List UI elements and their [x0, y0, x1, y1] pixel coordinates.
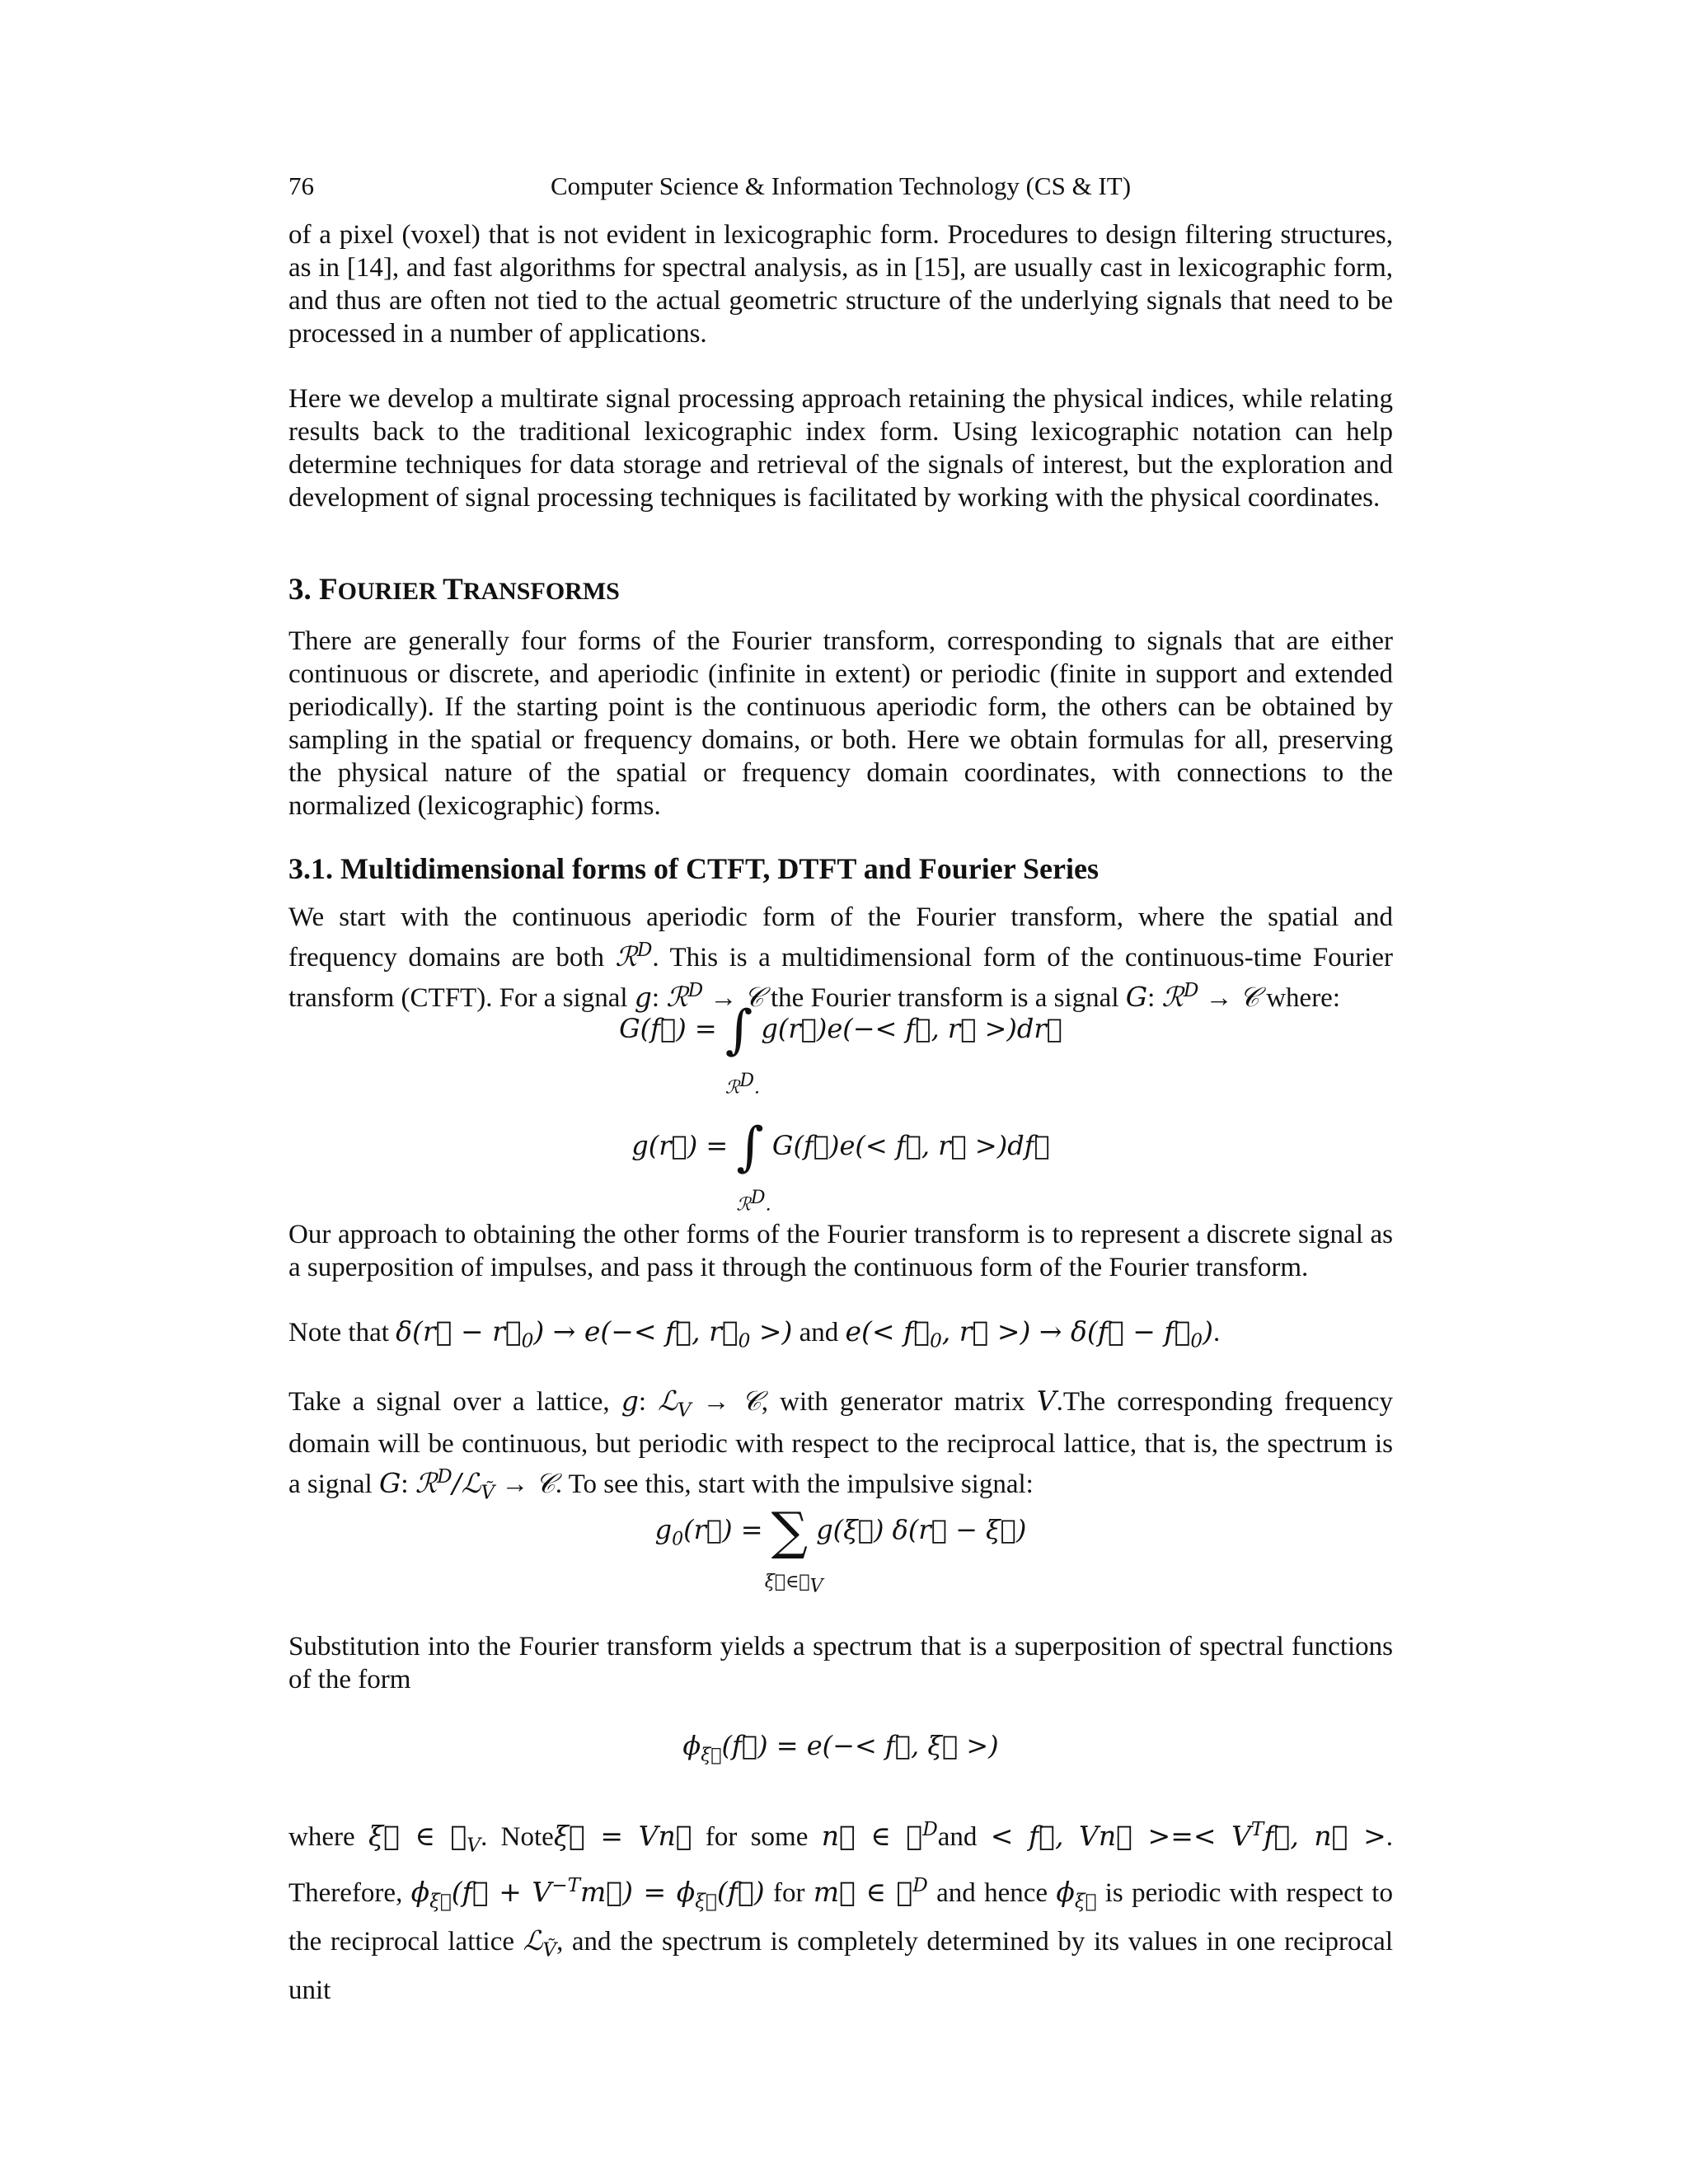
paragraph-4: We start with the continuous aperiodic form of the Fourier transform, where the spatial and frequency domains are both ℛ$^D$. This is a multidimensional form of the continuous-time Fourier transform (CTFT). For a signal g: ℛ$^D$ → 𝒞 the Fourier transform is a signal G: ℛ$^D$ → 𝒞 where:	[288, 902, 1393, 1013]
section-3-heading-block	[288, 572, 1393, 610]
paragraph-6-block	[288, 1315, 1393, 1358]
paragraph-1-block	[288, 218, 1393, 350]
paragraph-3-block	[288, 625, 1393, 823]
paragraph-3: There are generally four forms of the Fourier transform, corresponding to signals that are either continuous or discrete, and aperiodic (infinite in extent) or periodic (finite in support and extended periodically). If the starting point is the continuous aperiodic form, the others can be obtained by sampling in the spatial or frequency domains, or both. Here we obtain formulas for all, preserving the physical nature of the spatial or frequency domain coordinates, with connections to the normalized (lexicographic) forms.	[288, 626, 1393, 821]
section-3-1-heading-block	[288, 851, 1393, 887]
paragraph-5-block	[288, 1218, 1393, 1284]
paragraph-9-block	[288, 1810, 1393, 2010]
equation-impulsive-signal: $g_0(r⃗)$ = ∑ ξ⃗∈ℒ$_V$ g(ξ⃗) δ(r⃗ − ξ⃗)	[654, 1501, 1027, 1597]
equation-ctft-forward: G(f⃗) = ∫ ℛ$^D$. g(r⃗)e(−< f⃗, r⃗ >)dr⃗	[619, 1000, 1062, 1099]
section-3-heading: 3. FOURIER TRANSFORMS	[288, 573, 620, 607]
paragraph-2: Here we develop a multirate signal processing approach retaining the physical indices, while relating results back to the traditional lexicographic index form. Using lexicographic notation can help determine techniques for data storage and retrieval of the signals of interest, but the exploration and development of signal processing techniques is facilitated by working with the physical coordinates.	[288, 384, 1393, 513]
paragraph-7: Take a signal over a lattice, g: ℒ$_V$ → 𝒞, with generator matrix V.The corresponding frequency domain will be continuous, but periodic with respect to the reciprocal lattice, that is, the spectrum is a signal G: ℛ$^D$/ℒ$_Ṽ$ → 𝒞. To see this, start with the impulsive signal:	[288, 1385, 1393, 1504]
running-header	[288, 171, 1393, 208]
paragraph-6: Note that δ(r⃗ − $r⃗_0) \to e(-<$ f⃗, $r⃗_0$ >) and $e(< f⃗_0$, r⃗ >) → δ(f⃗ − $f⃗_0$).	[288, 1315, 1221, 1352]
paragraph-8: Substitution into the Fourier transform yields a spectrum that is a superposition of spectral functions of the form	[288, 1632, 1393, 1694]
paragraph-5: Our approach to obtaining the other forms of the Fourier transform is to represent a discrete signal as a superposition of impulses, and pass it through the continuous form of the Fourier transform.	[288, 1220, 1393, 1282]
section-3-1-heading: 3.1. Multidimensional forms of CTFT, DTFT and Fourier Series	[288, 852, 1100, 885]
paragraph-7-block	[288, 1385, 1393, 1509]
journal-title: Computer Science & Information Technology (CS & IT)	[550, 171, 1132, 200]
page-number: 76	[288, 171, 314, 200]
paragraph-4-block	[288, 901, 1393, 1015]
paragraph-1: of a pixel (voxel) that is not evident in lexicographic form. Procedures to design filtering structures, as in [14], and fast algorithms for spectral analysis, as in [15], are usually cast in lexicographic form, and thus are often not tied to the actual geometric structure of the underlying signals that need to be processed in a number of applications.	[288, 220, 1393, 349]
equation-spectral-function: $\phi_{\xi⃗}(f⃗) = e(-<$ f⃗, ξ⃗ >)	[682, 1730, 999, 1766]
paragraph-8-block	[288, 1630, 1393, 1696]
equation-ctft-inverse: g(r⃗) = ∫ ℛ$^D$. G(f⃗)e(< f⃗, r⃗ >)df⃗	[631, 1117, 1050, 1216]
paragraph-9: where ξ⃗ ∈ ℒ$_V$. Noteξ⃗ = Vn⃗ for some n⃗ ∈ 𝒵$^D$and < f⃗, Vn⃗ >=< $V^Tf⃗$, n⃗ >. Therefore, $\phi_{\xi⃗}(f⃗$ + $V^{-T}m⃗$) = $\phi_{\xi⃗}(f⃗)$ for m⃗ ∈ 𝒵$^D$ and hence $\phi_{\xi⃗}$ is periodic with respect to the reciprocal lattice ℒ$_Ṽ$, and the spectrum is completely determined by its values in one reciprocal unit	[288, 1819, 1393, 2005]
paragraph-2-block	[288, 382, 1393, 514]
